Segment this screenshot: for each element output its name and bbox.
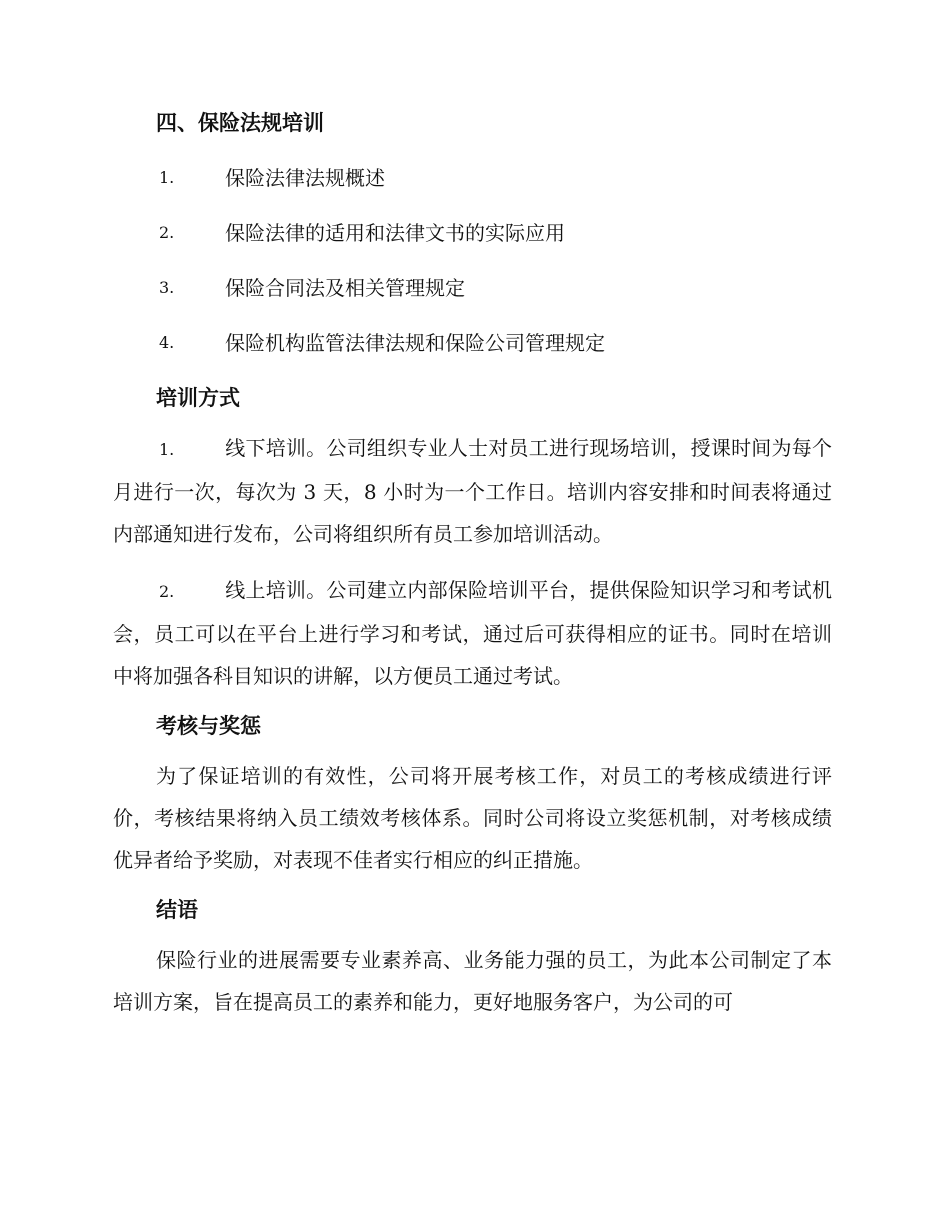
list-number: 2. — [159, 582, 175, 601]
list-number: 4. — [159, 333, 175, 352]
paragraph-online-training — [113, 569, 832, 697]
list-number: 1. — [159, 440, 175, 459]
paragraph-assessment: 为了保证培训的有效性，公司将开展考核工作，对员工的考核成绩进行评价，考核结果将纳入员工绩效考核体系。同时公司将设立奖惩机制，对考核成绩优异者给予奖励，对表现不佳者实行相应的纠正措施。 — [113, 764, 832, 872]
list-text: 保险法律法规概述 — [225, 166, 385, 190]
list-number: 1. — [159, 168, 175, 187]
list-item-law-1 — [113, 163, 832, 193]
list-item-law-3 — [113, 273, 832, 303]
list-item-law-4 — [113, 328, 832, 358]
paragraph-text: 线上培训。公司建立内部保险培训平台，提供保险知识学习和考试机会，员工可以在平台上进行学习和考试，通过后可获得相应的证书。同时在培训中将加强各科目知识的讲解，以方便员工通过考试。 — [113, 578, 832, 688]
paragraph-text: 线下培训。公司组织专业人士对员工进行现场培训，授课时间为每个月进行一次，每次为 3 天，8 小时为一个工作日。培训内容安排和时间表将通过内部通知进行发布，公司将组织所有员工参加培训活动。 — [113, 436, 832, 546]
list-number: 3. — [159, 278, 175, 297]
heading-assessment: 考核与奖惩 — [156, 713, 261, 738]
heading-training-methods: 培训方式 — [156, 385, 240, 410]
list-text: 保险合同法及相关管理规定 — [225, 276, 465, 300]
list-item-law-2 — [113, 218, 832, 248]
list-text: 保险机构监管法律法规和保险公司管理规定 — [225, 331, 605, 355]
heading-conclusion: 结语 — [156, 897, 198, 922]
list-text: 保险法律的适用和法律文书的实际应用 — [225, 221, 565, 245]
list-number: 2. — [159, 223, 175, 242]
heading-law-training: 四、保险法规培训 — [156, 110, 324, 135]
paragraph-offline-training — [113, 427, 832, 555]
paragraph-conclusion: 保险行业的进展需要专业素养高、业务能力强的员工，为此本公司制定了本培训方案，旨在提高员工的素养和能力，更好地服务客户，为公司的可 — [113, 948, 832, 1014]
